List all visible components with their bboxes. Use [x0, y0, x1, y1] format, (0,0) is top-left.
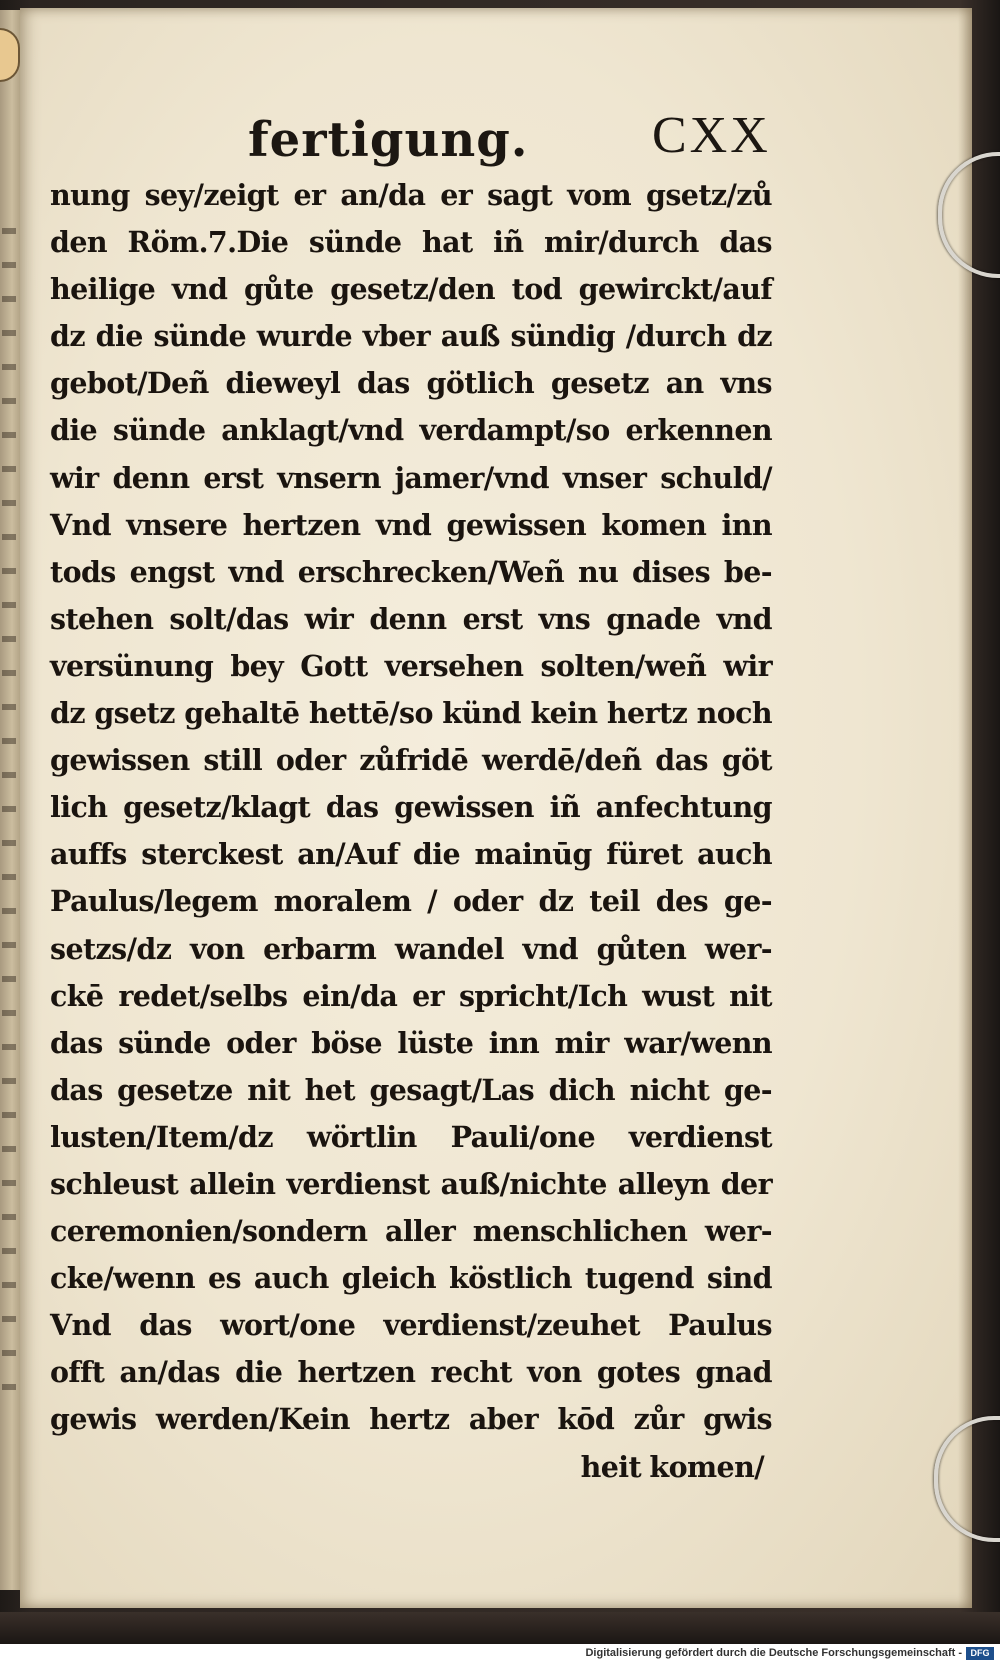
text-line: wir denn erst vnsern jamer/vnd vnser schuld/ [50, 460, 772, 495]
text-line: gewissen still oder zůfridē werdē/deñ das göt [50, 743, 772, 778]
running-head: fertigung. [248, 112, 529, 168]
text-line: offt an/das die hertzen recht von gotes gnad [50, 1355, 772, 1390]
text-line: die sünde anklagt/vnd verdampt/so erkennen [50, 413, 772, 448]
book-page [20, 8, 972, 1608]
text-line: den Röm.7.Die sünde hat iñ mir/durch das [50, 225, 772, 260]
text-line: stehen solt/das wir denn erst vns gnade vnd [50, 601, 772, 636]
text-line: lich gesetz/klagt das gewissen iñ anfechtung [50, 790, 772, 825]
text-line: auffs sterckest an/Auf die mainūg füret auch [50, 837, 772, 872]
text-line: gebot/Deñ dieweyl das götlich gesetz an vns [50, 366, 772, 401]
text-line: das gesetze nit het gesagt/Las dich nicht ge- [50, 1072, 772, 1107]
text-line: dz die sünde wurde vber auß sündig /durch dz [50, 319, 772, 354]
funding-credit: Digitalisierung gefördert durch die Deutsche Forschungsgemeinschaft - [585, 1647, 962, 1659]
catchword-line: heit komen/ [580, 1449, 764, 1484]
previous-page-text-fragment [2, 210, 16, 1410]
text-line: ceremonien/sondern aller menschlichen wer- [50, 1214, 772, 1249]
text-line: Paulus/legem moralem / oder dz teil des ge- [50, 884, 772, 919]
previous-page-edge [0, 10, 22, 1590]
text-line: tods engst vnd erschrecken/Weñ nu dises be- [50, 554, 772, 589]
text-line: das sünde oder böse lüste inn mir war/wenn [50, 1025, 772, 1060]
text-line: lusten/Item/dz wörtlin Pauli/one verdienst [50, 1119, 772, 1154]
text-line: cke/wenn es auch gleich köstlich tugend sind [50, 1261, 772, 1296]
clasp-tab [0, 28, 20, 82]
text-line: ckē redet/selbs ein/da er spricht/Ich wust nit [50, 978, 772, 1013]
text-line: gewis werden/Kein hertz aber kōd zůr gwis [50, 1402, 772, 1437]
text-line: nung sey/zeigt er an/da er sagt vom gsetz/zů [50, 178, 772, 212]
page-header [20, 106, 972, 176]
text-line: heilige vnd gůte gesetz/den tod gewirckt/auf [50, 272, 772, 307]
text-line: versünung bey Gott versehen solten/weñ wir [50, 648, 772, 683]
text-line: Vnd vnsere hertzen vnd gewissen komen inn [50, 507, 772, 542]
book-bottom-edge [0, 1612, 1000, 1644]
text-line: schleust allein verdienst auß/nichte alleyn der [50, 1166, 772, 1201]
folio-number: CXX [652, 107, 771, 164]
text-line: setzs/dz von erbarm wandel vnd gůten wer- [50, 931, 772, 966]
body-text [50, 172, 772, 1491]
dfg-logo: DFG [966, 1647, 994, 1660]
footer-bar [0, 1644, 1000, 1664]
text-line: dz gsetz gehaltē hettē/so künd kein hertz noch [50, 696, 772, 731]
text-line: Vnd das wort/one verdienst/zeuhet Paulus [50, 1308, 772, 1343]
